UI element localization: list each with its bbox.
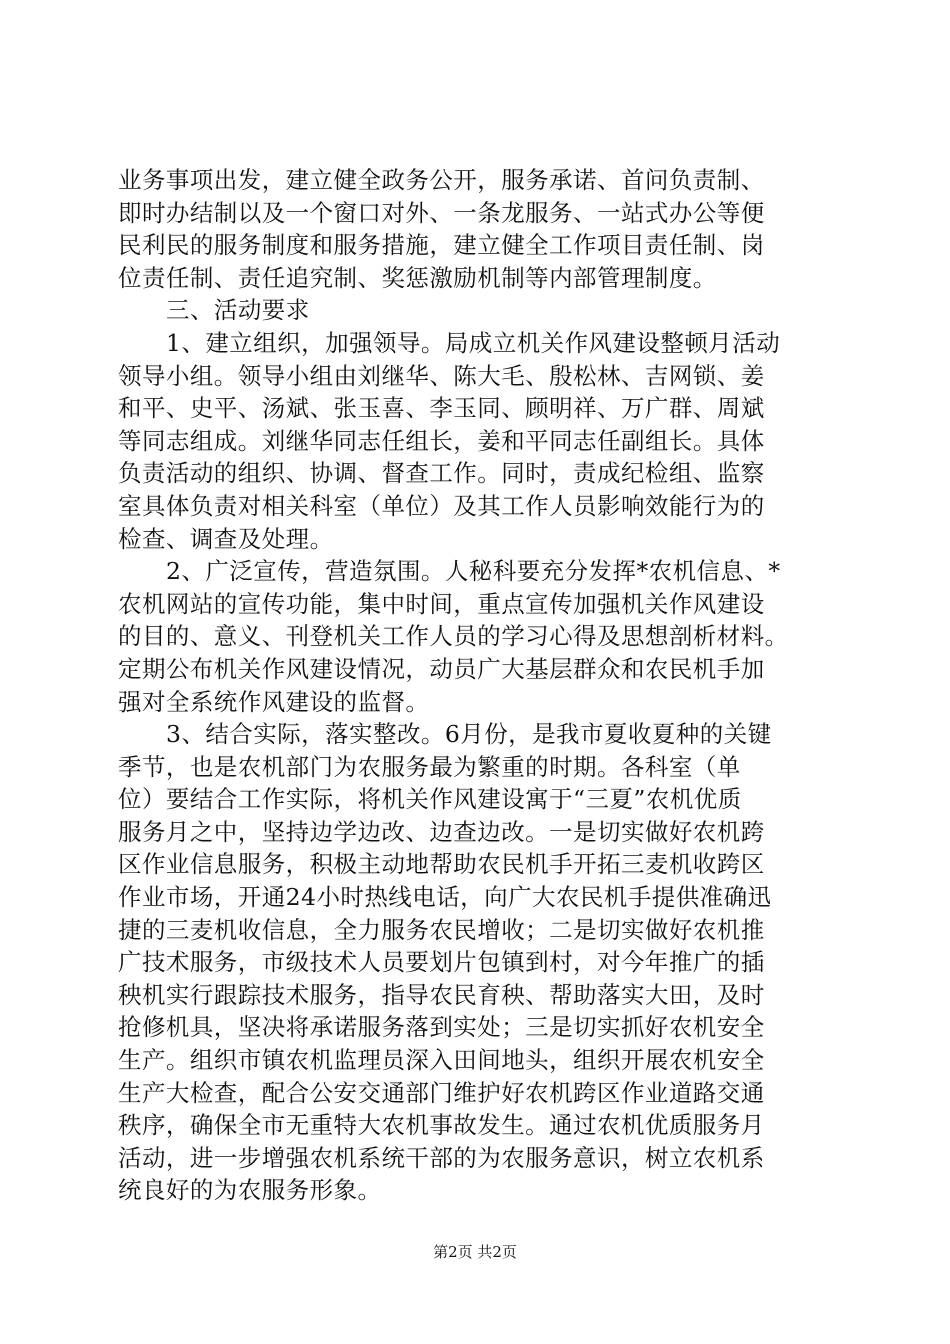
- text-line: 3、结合实际，落实整改。6月份，是我市夏收夏种的关键: [166, 720, 772, 749]
- text-line: 秧机实行跟踪技术服务，指导农民育秧、帮助落实大田，及时: [118, 980, 765, 1009]
- text-line: 定期公布机关作风建设情况，动员广大基层群众和农民机手加: [118, 654, 765, 683]
- text-line: 位）要结合工作实际，将机关作风建设寓于“三夏”农机优质: [118, 785, 742, 814]
- text-line: 的目的、意义、刊登机关工作人员的学习心得及思想剖析材料。: [118, 622, 789, 651]
- text-line: 广技术服务，市级技术人员要划片包镇到村，对今年推广的插: [118, 948, 765, 977]
- text-line: 强对全系统作风建设的监督。: [118, 687, 430, 716]
- text-line: 和平、史平、汤斌、张玉喜、李玉同、顾明祥、万广群、周斌: [118, 394, 765, 423]
- text-line: 作业市场，开通24小时热线电话，向广大农民机手提供准确迅: [118, 883, 772, 912]
- text-line: 领导小组。领导小组由刘继华、陈大毛、殷松林、吉网锁、姜: [118, 361, 765, 390]
- text-line: 服务月之中，坚持边学边改、边查边改。一是切实做好农机跨: [118, 817, 765, 846]
- text-line: 检查、调查及处理。: [118, 524, 334, 553]
- text-line: 季节，也是农机部门为农服务最为繁重的时期。各科室（单: [118, 752, 741, 781]
- text-line: 室具体负责对相关科室（单位）及其工作人员影响效能行为的: [118, 491, 765, 520]
- text-line: 位责任制、责任追究制、奖惩激励机制等内部管理制度。: [118, 263, 717, 292]
- text-line: 区作业信息服务，积极主动地帮助农民机手开拓三麦机收跨区: [118, 850, 765, 879]
- text-line: 负责活动的组织、协调、督查工作。同时，责成纪检组、监察: [118, 459, 765, 488]
- text-line: 民利民的服务制度和服务措施，建立健全工作项目责任制、岗: [118, 231, 765, 260]
- text-line: 捷的三麦机收信息，全力服务农民增收；二是切实做好农机推: [118, 915, 765, 944]
- text-line: 抢修机具，坚决将承诺服务落到实处；三是切实抓好农机安全: [118, 1013, 765, 1042]
- document-body: [118, 164, 836, 1207]
- text-line: 即时办结制以及一个窗口对外、一条龙服务、一站式办公等便: [118, 198, 765, 227]
- text-line: 业务事项出发，建立健全政务公开，服务承诺、首问负责制、: [118, 166, 765, 194]
- text-line: 生产大检查，配合公安交通部门维护好农机跨区作业道路交通: [118, 1078, 765, 1107]
- text-line: 统良好的为农服务形象。: [118, 1176, 382, 1205]
- text-line: 三、活动要求: [166, 296, 310, 325]
- text-line: 等同志组成。刘继华同志任组长，姜和平同志任副组长。具体: [118, 426, 765, 455]
- text-line: 活动，进一步增强农机系统干部的为农服务意识，树立农机系: [118, 1143, 765, 1172]
- text-line: 生产。组织市镇农机监理员深入田间地头，组织开展农机安全: [118, 1046, 765, 1075]
- text-line: 秩序，确保全市无重特大农机事故发生。通过农机优质服务月: [118, 1111, 765, 1140]
- text-line: 农机网站的宣传功能，集中时间，重点宣传加强机关作风建设: [118, 589, 765, 618]
- page-footer: 第2页 共2页: [433, 1243, 517, 1261]
- text-line: 1、建立组织，加强领导。局成立机关作风建设整顿月活动: [166, 328, 781, 357]
- text-line: 2、广泛宣传，营造氛围。人秘科要充分发挥*农机信息、*: [166, 557, 781, 586]
